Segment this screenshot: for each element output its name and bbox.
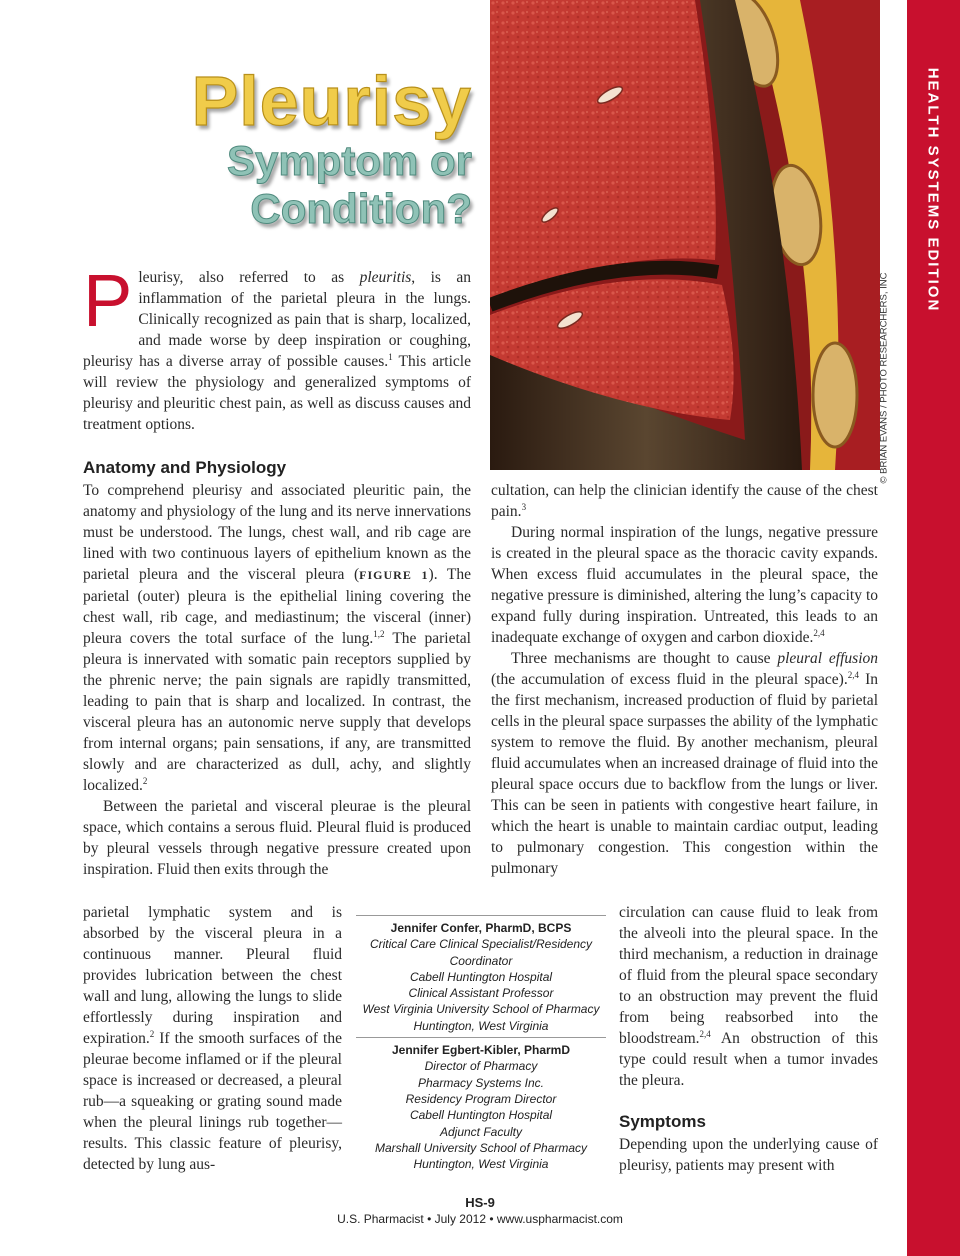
title-sub-line2: Condition? [250,185,472,232]
drop-cap: P [83,259,133,342]
page-number: HS-9 [465,1195,495,1210]
anatomy-column-upper [83,480,471,880]
figure-reference: FIGURE 1 [359,568,429,582]
image-credit: © BRIAN EVANS / PHOTO RESEARCHERS, INC [878,272,890,484]
anatomy-paragraph-1: To comprehend pleurisy and associated pleuritic pain, the anatomy and physiology of the lung and its nerve innervations must be understood. The lungs, chest wall, and rib cage are lined with two continuous layers of epithelium known as the parietal pleura and the visceral pleura (FIGURE 1). The parietal (outer) pleura is the epithelial lining covering the chest wall, rib cage, and mediastinum; the visceral (inner) pleura covers the total surface of the lung.$^{1,2}$ The parietal pleura is innervated with somatic pain receptors supplied by the phrenic nerve; the pain signals are rapidly transmitted, leading to pain that is sharp and localized. In contrast, the visceral pleura has an autonomic nerve supply that develops from internal organs; pain sensations, if any, are transmitted slowly and are characterized as dull, achy, and slightly localized.$^2$ [83,482,471,794]
symptoms-text: Depending upon the underlying cause of pleurisy, patients may present with [619,1136,878,1174]
edition-label: HEALTH SYSTEMS EDITION [924,67,942,313]
author-divider [356,1037,606,1038]
right-paragraph-2-cont: circulation can cause fluid to leak from the alveoli into the pleural space. In the third mechanism, a reduction in drainage of fluid from the pleural space secondary to an obstruction may prevent the fluid from being reabsorbed into the bloodstream.$^{2,4}$ An obstruction of this type could result when a tumor invades the pleura. [619,904,878,1089]
author-location: Huntington, West Virginia [413,1018,549,1033]
author-divider-top [356,915,606,916]
pleura-illustration-art [490,0,880,470]
author-role: Residency Program Director [405,1091,557,1106]
author-affiliation: Cabell Huntington Hospital [409,1108,553,1123]
intro-paragraph: Pleurisy, also referred to as pleuritis, is an inflammation of the parietal pleura in the lungs. Clinically recognized as pain that is sharp, localized, and made worse by deep inspiration or coughing, pleurisy has a diverse array of possible causes.$^1$ This article will review the physiology and generalized symptoms of pleurisy and pleuritic chest pain, as well as discuss causes and treatment options. [83,259,472,433]
article-title [70,62,472,232]
author-location: Huntington, West Virginia [413,1157,549,1172]
right-paragraph-2: Three mechanisms are thought to cause pleural effusion (the accumulation of excess fluid in the pleural space).$^{2,4}$ In the first mechanism, increased production of fluid by parietal cells in the pleural space surpasses the ability of the lymphatic system to remove the fluid. By another mechanism, pleural fluid accumulates when an increased drainage of fluid into the pleural space occurs due to backflow from the lungs or liver. This can be seen in patients with congestive heart failure, in which the heart is unable to maintain cardiac output, leading to pulmonary congestion. This congestion within the pulmonary [491,650,879,877]
author-role: Adjunct Faculty [439,1124,523,1139]
author-box [356,915,606,1172]
author-affiliation: Pharmacy Systems Inc. [417,1075,545,1090]
author-affiliation: West Virginia University School of Pharmacy [362,1002,600,1017]
anatomy-heading: Anatomy and Physiology [83,458,287,477]
author-role: Critical Care Clinical Specialist/Residency Coordinator [369,937,593,968]
right-paragraph-0: cultation, can help the clinician identify the cause of the chest pain.$^3$ [491,482,878,520]
anatomy-paragraph-2-cont: parietal lymphatic system and is absorbed by the visceral pleura in a continuous manner. Pleural fluid provides lubrication between the chest wall and lung, allowing the lungs to slide effortlessly during inspiration and expiration.$^2$ If the smooth surfaces of the pleurae become inflamed or if the pleural space is increased or decreased, a pleural rub—a squeaking or grating sound made when the pleural linings rub together—results. This classic feature of pleurisy, detected by lung aus- [83,904,342,1173]
author-affiliation: Marshall University School of Pharmacy [374,1140,588,1155]
right-column-upper [491,480,878,879]
publication-footer: U.S. Pharmacist • July 2012 • www.uspharmacist.com [337,1212,623,1226]
title-main: Pleurisy [191,62,472,140]
anatomy-paragraph-2: Between the parietal and visceral pleurae is the pleural space, which contains a serous fluid. Pleural fluid is produced by pleural vessels through negative pressure created upon inspiration. Fluid then exits through the [83,798,471,878]
author-affiliation: Cabell Huntington Hospital [409,969,553,984]
right-paragraph-1: During normal inspiration of the lungs, negative pressure is created in the pleural space as the thoracic cavity expands. When excess fluid accumulates in the pleural space, the negative pressure is diminished, altering the lung’s capacity to expand fully during inspiration. Untreated, this leads to an inadequate exchange of oxygen and carbon dioxide.$^{2,4}$ [491,524,878,646]
anatomy-column-lower [83,902,342,1175]
author-role: Director of Pharmacy [424,1059,538,1074]
symptoms-heading: Symptoms [619,1112,706,1131]
right-column-lower [619,902,878,1091]
author-name: Jennifer Confer, PharmD, BCPS [390,921,572,935]
pleura-illustration [490,0,880,470]
author-role: Clinical Assistant Professor [408,986,554,1001]
author-name: Jennifer Egbert-Kibler, PharmD [391,1043,571,1058]
title-sub-line1: Symptom or [226,137,472,184]
